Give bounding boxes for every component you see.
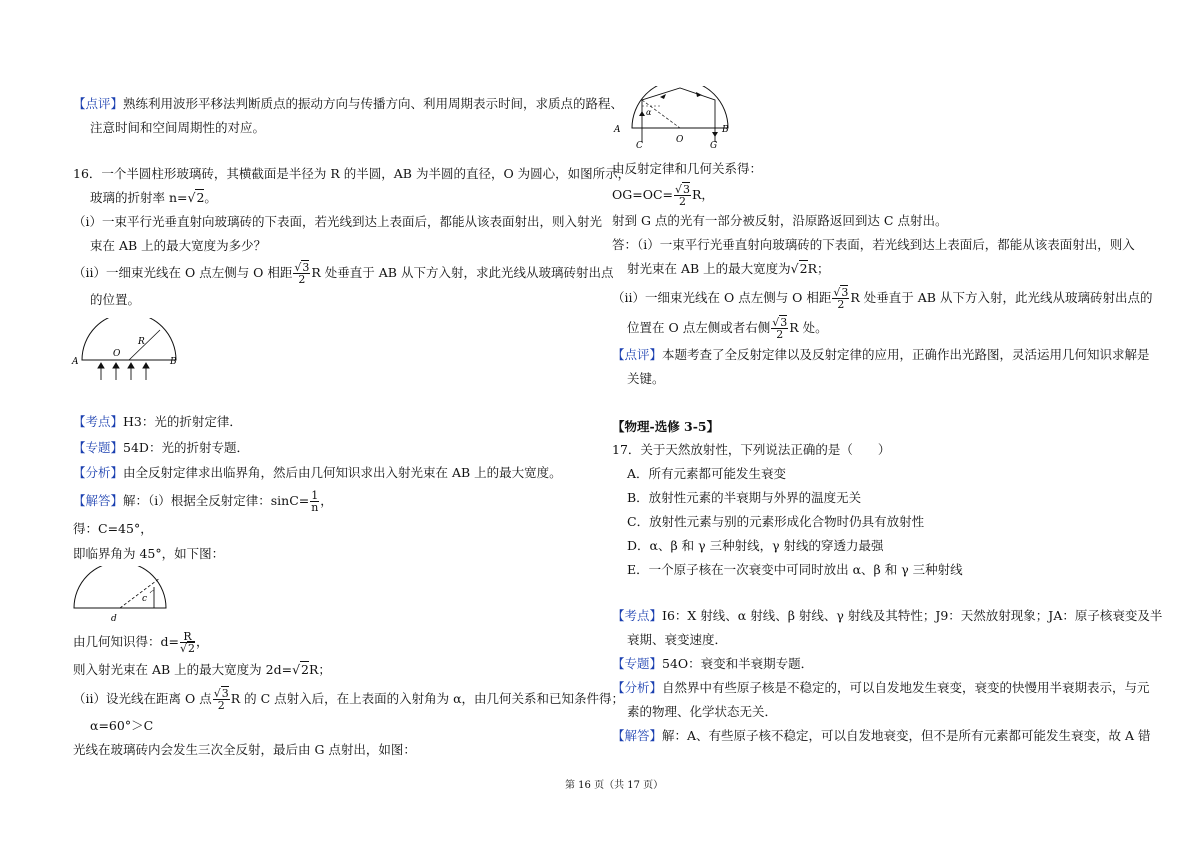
fenxi-left: 【分析】由全反射定律求出临界角，然后由几何知识求出入射光束在 AB 上的最大宽度。	[73, 465, 562, 480]
fenxi-right-line2: 素的物理、化学状态无关．	[627, 704, 778, 719]
kaodian-right-line2: 衰期、衰变速度．	[627, 632, 728, 647]
jieda-left-line7: α=60°＞C	[90, 718, 154, 733]
jieda-left-line4: 由几何知识得：d= $\frac{R}{√2}$ ，	[73, 630, 209, 655]
q16-ii-line2: 的位置。	[90, 292, 141, 307]
label-d: d	[111, 614, 117, 624]
answer-line3: （ii）一细束光线在 O 点左侧与 O 相距 $\frac{√3}{2}$ R 处垂直于 AB 从下方入射，此光线从玻璃砖射出点的	[612, 286, 1153, 311]
reflection-path-figure	[612, 86, 732, 152]
review2-line1: 【点评】本题考查了全反射定律以及反射定律的应用，正确作出光路图，灵活运用几何知识求解是	[612, 347, 1150, 362]
jieda-left-line2: 得：C=45°，	[73, 521, 153, 536]
q17-option-c: C．放射性元素与别的元素形成化合物时仍具有放射性	[627, 514, 925, 529]
answer-line1: 答：（i）一束平行光垂直射向玻璃砖的下表面，若光线到达上表面后，都能从该表面射出，则入	[612, 237, 1135, 252]
sqrt3-over-2-fraction: $\frac{√3}{2}$	[294, 261, 310, 286]
label-C: C	[636, 141, 643, 151]
review1-line1: 【点评】熟练利用波形平移法判断质点的振动方向与传播方向、利用周期表示时间，求质点的路程、	[73, 96, 624, 111]
q17-option-d: D．α、β 和 γ 三种射线，γ 射线的穿透力最强	[627, 538, 884, 553]
q17-option-b: B．放射性元素的半衰期与外界的温度无关	[627, 490, 862, 505]
label-c: c	[142, 594, 148, 604]
review2-line2: 关键。	[627, 371, 665, 386]
semicircle-figure	[68, 318, 188, 384]
label-A: A	[614, 125, 621, 135]
label-B: B	[722, 125, 729, 135]
section-title: 【物理-选修 3-5】	[612, 419, 720, 434]
label-O: O	[113, 349, 121, 359]
q16-i-line1: （i）一束平行光垂直射向玻璃砖的下表面，若光线到达上表面后，都能从该表面射出，则入射光	[73, 214, 602, 229]
incident-arrows	[98, 363, 149, 380]
q17-option-e: E．一个原子核在一次衰变中可同时放出 α、β 和 γ 三种射线	[627, 562, 963, 577]
label-G: G	[710, 141, 718, 151]
answer-line4: 位置在 O 点左侧或者右侧 $\frac{√3}{2}$ R 处。	[627, 316, 828, 341]
jieda-left-line8: 光线在玻璃砖内会发生三次全反射，最后由 G 点射出，如图：	[73, 742, 416, 757]
q16-i-line2: 束在 AB 上的最大宽度为多少？	[90, 238, 267, 253]
critical-angle-figure	[68, 566, 178, 626]
label-O: O	[676, 135, 684, 145]
zhuanti-left: 【专题】54D：光的折射专题．	[73, 440, 249, 455]
right-line3: 射到 G 点的光有一部分被反射，沿原路返回到达 C 点射出。	[612, 213, 948, 228]
jieda-left-line1: 【解答】解：（i）根据全反射定律：sinC= $\frac{1}{n}$ ，	[73, 489, 333, 514]
page-footer: 第 16 页（共 17 页）	[565, 780, 664, 791]
kaodian-right-line1: 【考点】I6：X 射线、α 射线、β 射线、γ 射线及其特性；J9：天然放射现象；JA：原子核衰变及半	[612, 608, 1163, 623]
label-A: A	[72, 357, 79, 367]
answer-line2: 射光束在 AB 上的最大宽度为√2R；	[627, 261, 830, 276]
right-line2: OG=OC= $\frac{√3}{2}$ R，	[612, 183, 714, 208]
fenxi-right-line1: 【分析】自然界中有些原子核是不稳定的，可以自发地发生衰变，衰变的快慢用半衰期表示，与元	[612, 680, 1150, 695]
zhuanti-right: 【专题】54O：衰变和半衰期专题．	[612, 656, 814, 671]
review1-line2: 注意时间和空间周期性的对应。	[90, 120, 266, 135]
jieda-left-line6: （ii）设光线在距离 O 点 $\frac{√3}{2}$ R 的 C 点射入后，在上表面的入射角为 α，由几何关系和已知条件得；	[73, 687, 625, 712]
jieda-right: 【解答】解：A、有些原子核不稳定，可以自发地衰变，但不是所有元素都可能发生衰变，故 A 错	[612, 728, 1151, 743]
jieda-left-line3: 即临界角为 45°，如下图：	[73, 546, 225, 561]
q17-stem: 17．关于天然放射性，下列说法正确的是（ ）	[612, 442, 891, 457]
label-alpha: α	[646, 108, 652, 117]
right-line1: 由反射定律和几何关系得：	[612, 161, 763, 176]
q16-ii-line1: （ii）一细束光线在 O 点左侧与 O 相距 $\frac{√3}{2}$ R 处垂直于 AB 从下方入射，求此光线从玻璃砖射出点	[73, 261, 614, 286]
q16-line2: 玻璃的折射率 n=√2。	[90, 190, 217, 205]
label-B: B	[170, 357, 177, 367]
q17-option-a: A．所有元素都可能发生衰变	[627, 466, 787, 481]
review-tag: 【点评】	[73, 96, 124, 111]
label-R: R	[138, 337, 145, 347]
q16-line1: 16．一个半圆柱形玻璃砖，其横截面是半径为 R 的半圆，AB 为半圆的直径，O 为圆心，如图所示，	[73, 166, 631, 181]
kaodian-left: 【考点】H3：光的折射定律．	[73, 414, 242, 429]
jieda-left-line5: 则入射光束在 AB 上的最大宽度为 2d=√2R；	[73, 662, 331, 677]
